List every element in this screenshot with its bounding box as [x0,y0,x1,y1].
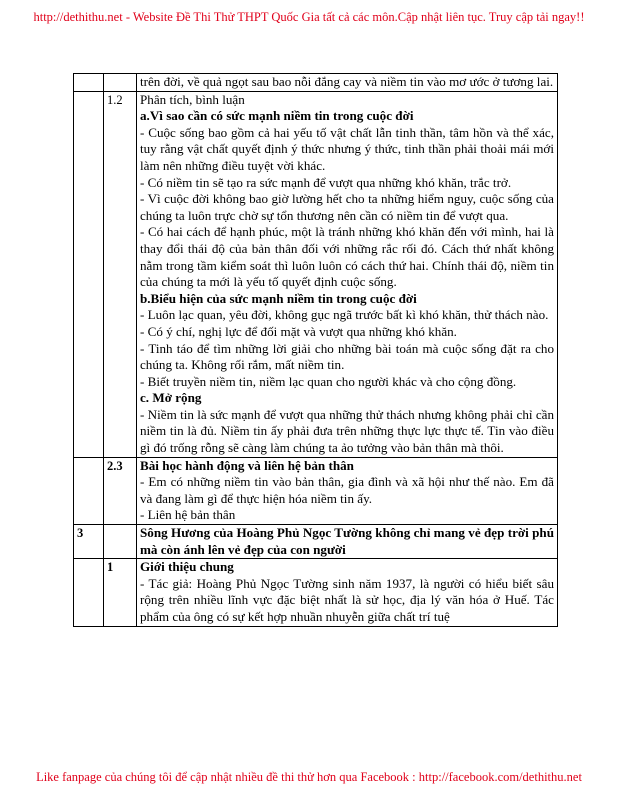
subsection-number: 1.2 [104,91,137,457]
paragraph: trên đời, về quả ngọt sau bao nỗi đắng cay và niềm tin vào mơ ước ở tương lai. [140,74,554,89]
subheading: Giới thiệu chung [140,559,234,575]
section-heading: Sông Hương của Hoàng Phủ Ngọc Tường không chỉ mang vẻ đẹp trời phú mà còn ánh lên vẻ đẹp của con người [140,525,554,557]
table-row [74,91,558,457]
subsection-number: 2.3 [104,457,137,524]
row-content [137,74,558,92]
table-row [74,457,558,524]
paragraph: - Tác giả: Hoàng Phủ Ngọc Tường sinh năm 1937, là người có hiểu biết sâu rộng trên nhiều lĩnh vực đặc biệt nhất là sử học, địa lý văn hóa ở Huế. Tác phẩm của ông có sự kết hợp nhuần nhuyễn giữa chất trí tuệ [140,575,554,624]
row-content [137,457,558,524]
paragraph: - Biết truyền niềm tin, niềm lạc quan cho người khác và cho cộng đồng. [140,373,517,389]
row-content [137,91,558,457]
row-content [137,559,558,626]
subheading: b.Biểu hiện của sức mạnh niềm tin trong cuộc đời [140,290,417,306]
paragraph: - Vì cuộc đời không bao giờ lường hết cho ta những hiểm nguy, cuộc sống của chúng ta luôn trực chờ sự tổn thương nên cần có niềm tin để vượt qua. [140,191,554,223]
subheading: a.Vì sao cần có sức mạnh niềm tin trong cuộc đời [140,108,414,124]
row-content [137,525,558,559]
table-row [74,525,558,559]
site-header-link[interactable]: http://dethithu.net - Website Đề Thi Thử THPT Quốc Gia tất cả các môn.Cập nhật liên tục. Truy cập tải ngay!! [33,10,585,24]
paragraph: - Có hai cách để hạnh phúc, một là tránh những khó khăn đến với mình, hai là thay đổi thái độ của bản thân đối với những rắc rối đó. Cách thứ nhất không nằm trong tầm kiểm soát thì luôn luôn có cách thứ hai. Chính thái độ, niềm tin của chúng ta mới là yếu tố quyết định cuộc sống. [140,224,554,290]
subsection-number [104,525,137,559]
site-footer-link[interactable]: Like fanpage của chúng tôi để cập nhật nhiều đề thi thử hơn qua Facebook : http://facebook.com/dethithu.net [36,770,582,784]
paragraph: - Em có những niềm tin vào bản thân, gia đình và xã hội như thế nào. Em đã và đang làm gì để thực hiện hóa niềm tin ấy. [140,474,554,506]
paragraph: - Tinh táo để tìm những lời giải cho những bài toán mà cuộc sống đặt ra cho chúng ta. Không rối rắm, mất niềm tin. [140,340,554,373]
subheading: Bài học hành động và liên hệ bản thân [140,457,354,473]
answer-table [73,73,558,627]
section-number: 3 [74,525,104,559]
table-row [74,74,558,92]
paragraph: - Có niềm tin sẽ tạo ra sức mạnh để vượt qua những khó khăn, trắc trở. [140,174,512,190]
paragraph: - Liên hệ bản thân [140,507,236,523]
section-number [74,74,104,92]
subheading: c. Mở rộng [140,390,202,406]
section-number [74,457,104,524]
subsection-number: 1 [104,559,137,626]
paragraph: Phân tích, bình luận [140,91,245,107]
section-number [74,559,104,626]
table-row [74,559,558,626]
subsection-number [104,74,137,92]
paragraph: - Luôn lạc quan, yêu đời, không gục ngã trước bất kì khó khăn, thử thách nào. [140,307,549,323]
paragraph: - Có ý chí, nghị lực để đối mặt và vượt qua những khó khăn. [140,323,457,339]
paragraph: - Niềm tin là sức mạnh để vượt qua những thử thách nhưng không phải chỉ cần niềm tin là đủ. Niềm tin ấy phải đưa trên những thực lực thực tế. Tin vào điều gì đó trống rỗng sẽ càng làm chúng ta ảo tưởng vào bản thân mà thôi. [140,406,554,456]
paragraph: - Cuộc sống bao gồm cả hai yếu tố vật chất lẫn tinh thần, tâm hồn và thể xác, tuy rằng vật chất quyết định ý thức nhưng ý thức, tinh thần phải thoải mái mới làm nên những điều tuyệt vời khác. [140,124,554,173]
section-number [74,91,104,457]
